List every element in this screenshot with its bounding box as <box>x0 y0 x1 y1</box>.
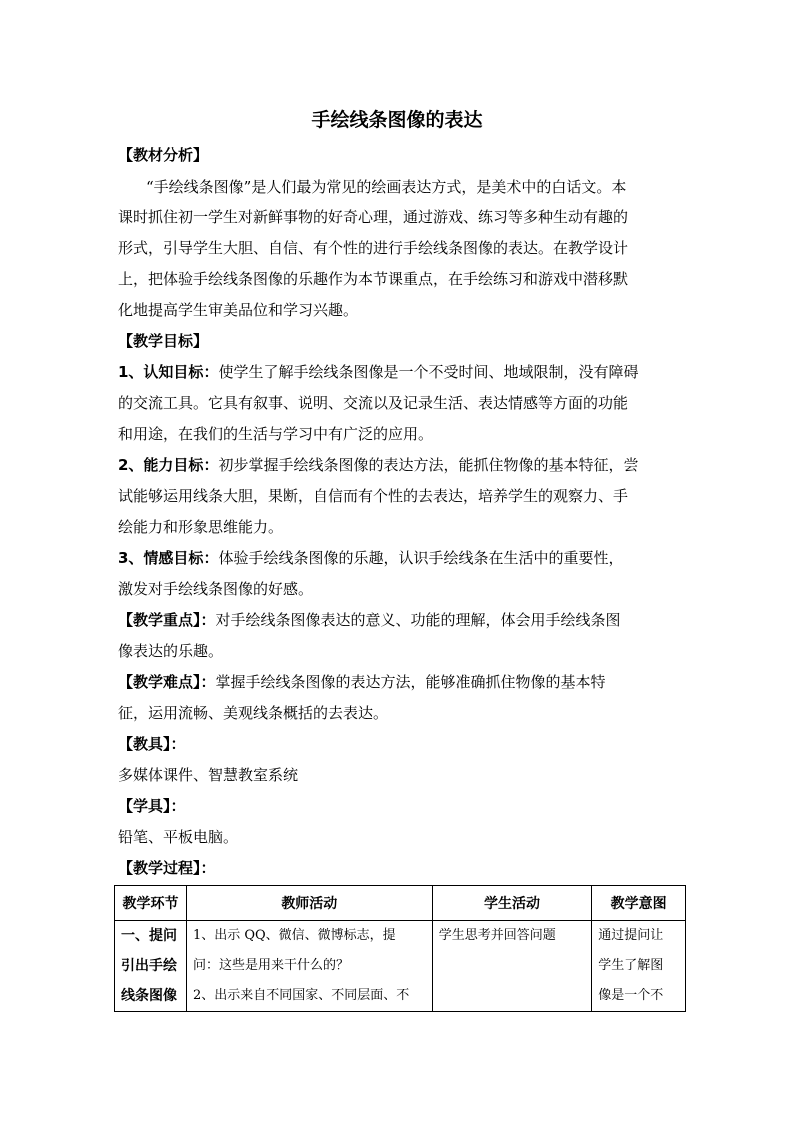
analysis-line: 课时抓住初一学生对新鲜事物的好奇心理，通过游戏、练习等多种生动有趣的 <box>118 208 629 226</box>
goal1-label: 1、认知目标： <box>118 363 219 381</box>
goal2-line <box>118 455 678 475</box>
difficulty-label: 【教学难点】： <box>118 673 216 691</box>
key-point-label: 【教学重点】： <box>118 611 216 629</box>
goal1-line: 的交流工具。它具有叙事、说明、交流以及记录生活、表达情感等方面的功能 <box>118 394 629 412</box>
goal2-line: 绘能力和形象思维能力。 <box>118 518 284 536</box>
student-cell <box>432 921 592 1012</box>
header-stage: 教学环节 <box>115 886 187 921</box>
stage-line: 线条图像 <box>121 988 177 1004</box>
intent-line: 通过提问让 <box>598 928 664 943</box>
table-row <box>115 921 686 1012</box>
key-point-line: 像表达的乐趣。 <box>118 642 224 660</box>
teacher-line: 1、出示 QQ、微信、微博标志，提 <box>192 928 396 943</box>
process-heading: 【教学过程】： <box>118 859 216 877</box>
tools-text: 多媒体课件、智慧教室系统 <box>118 766 299 784</box>
difficulty-line <box>118 672 678 692</box>
goal2-line: 试能够运用线条大胆，果断，自信而有个性的去表达，培养学生的观察力、手 <box>118 487 629 505</box>
student-tools-heading: 【学具】： <box>118 797 186 815</box>
key-point-text: 对手绘线条图像表达的意义、功能的理解，体会用手绘线条图 <box>215 611 621 629</box>
key-point-line <box>118 610 678 630</box>
student-tools-text: 铅笔、平板电脑。 <box>118 828 239 846</box>
goals-heading: 【教学目标】 <box>118 332 209 350</box>
goal3-line: 激发对手绘线条图像的好感。 <box>118 580 314 598</box>
teacher-line: 问：这些是用来干什么的？ <box>192 958 349 973</box>
analysis-line: 上，把体验手绘线条图像的乐趣作为本节课重点，在手绘练习和游戏中潜移默 <box>118 270 629 288</box>
goal3-label: 3、情感目标： <box>118 549 219 567</box>
analysis-heading: 【教材分析】 <box>118 146 209 164</box>
analysis-line: 形式，引导学生大胆、自信、有个性的进行手绘线条图像的表达。在教学设计 <box>118 239 629 257</box>
goal2-text: 初步掌握手绘线条图像的表达方法，能抓住物像的基本特征，尝 <box>218 456 639 474</box>
intent-line: 学生了解图 <box>598 958 664 973</box>
document-title: 手绘线条图像的表达 <box>311 109 483 131</box>
goal1-text: 使学生了解手绘线条图像是一个不受时间、地域限制，没有障碍 <box>218 363 639 381</box>
goal1-line: 和用途，在我们的生活与学习中有广泛的应用。 <box>118 425 434 443</box>
difficulty-line: 征，运用流畅、美观线条概括的去表达。 <box>118 704 389 722</box>
tools-heading: 【教具】： <box>118 735 186 753</box>
goal1-line <box>118 362 678 382</box>
goal3-line <box>118 548 678 568</box>
intent-line: 像是一个不 <box>598 988 664 1003</box>
stage-line: 引出手绘 <box>121 958 177 974</box>
stage-line: 一、提问 <box>121 928 177 944</box>
analysis-line: 化地提高学生审美品位和学习兴趣。 <box>118 301 359 319</box>
process-table <box>114 885 686 1012</box>
stage-cell <box>115 921 187 1012</box>
teacher-line: 2、出示来自不同国家、不同层面、不 <box>192 988 410 1003</box>
table-header-row <box>115 886 686 921</box>
header-teacher: 教师活动 <box>186 886 432 921</box>
student-line: 学生思考并回答问题 <box>438 928 556 943</box>
analysis-line: “手绘线条图像”是人们最为常见的绘画表达方式，是美术中的白话文。本 <box>146 178 627 196</box>
difficulty-text: 掌握手绘线条图像的表达方法，能够准确抓住物像的基本特 <box>215 673 606 691</box>
goal3-text: 体验手绘线条图像的乐趣，认识手绘线条在生活中的重要性， <box>218 549 624 567</box>
teacher-cell <box>186 921 432 1012</box>
header-intent: 教学意图 <box>592 886 686 921</box>
intent-cell <box>592 921 686 1012</box>
header-student: 学生活动 <box>432 886 592 921</box>
goal2-label: 2、能力目标： <box>118 456 219 474</box>
